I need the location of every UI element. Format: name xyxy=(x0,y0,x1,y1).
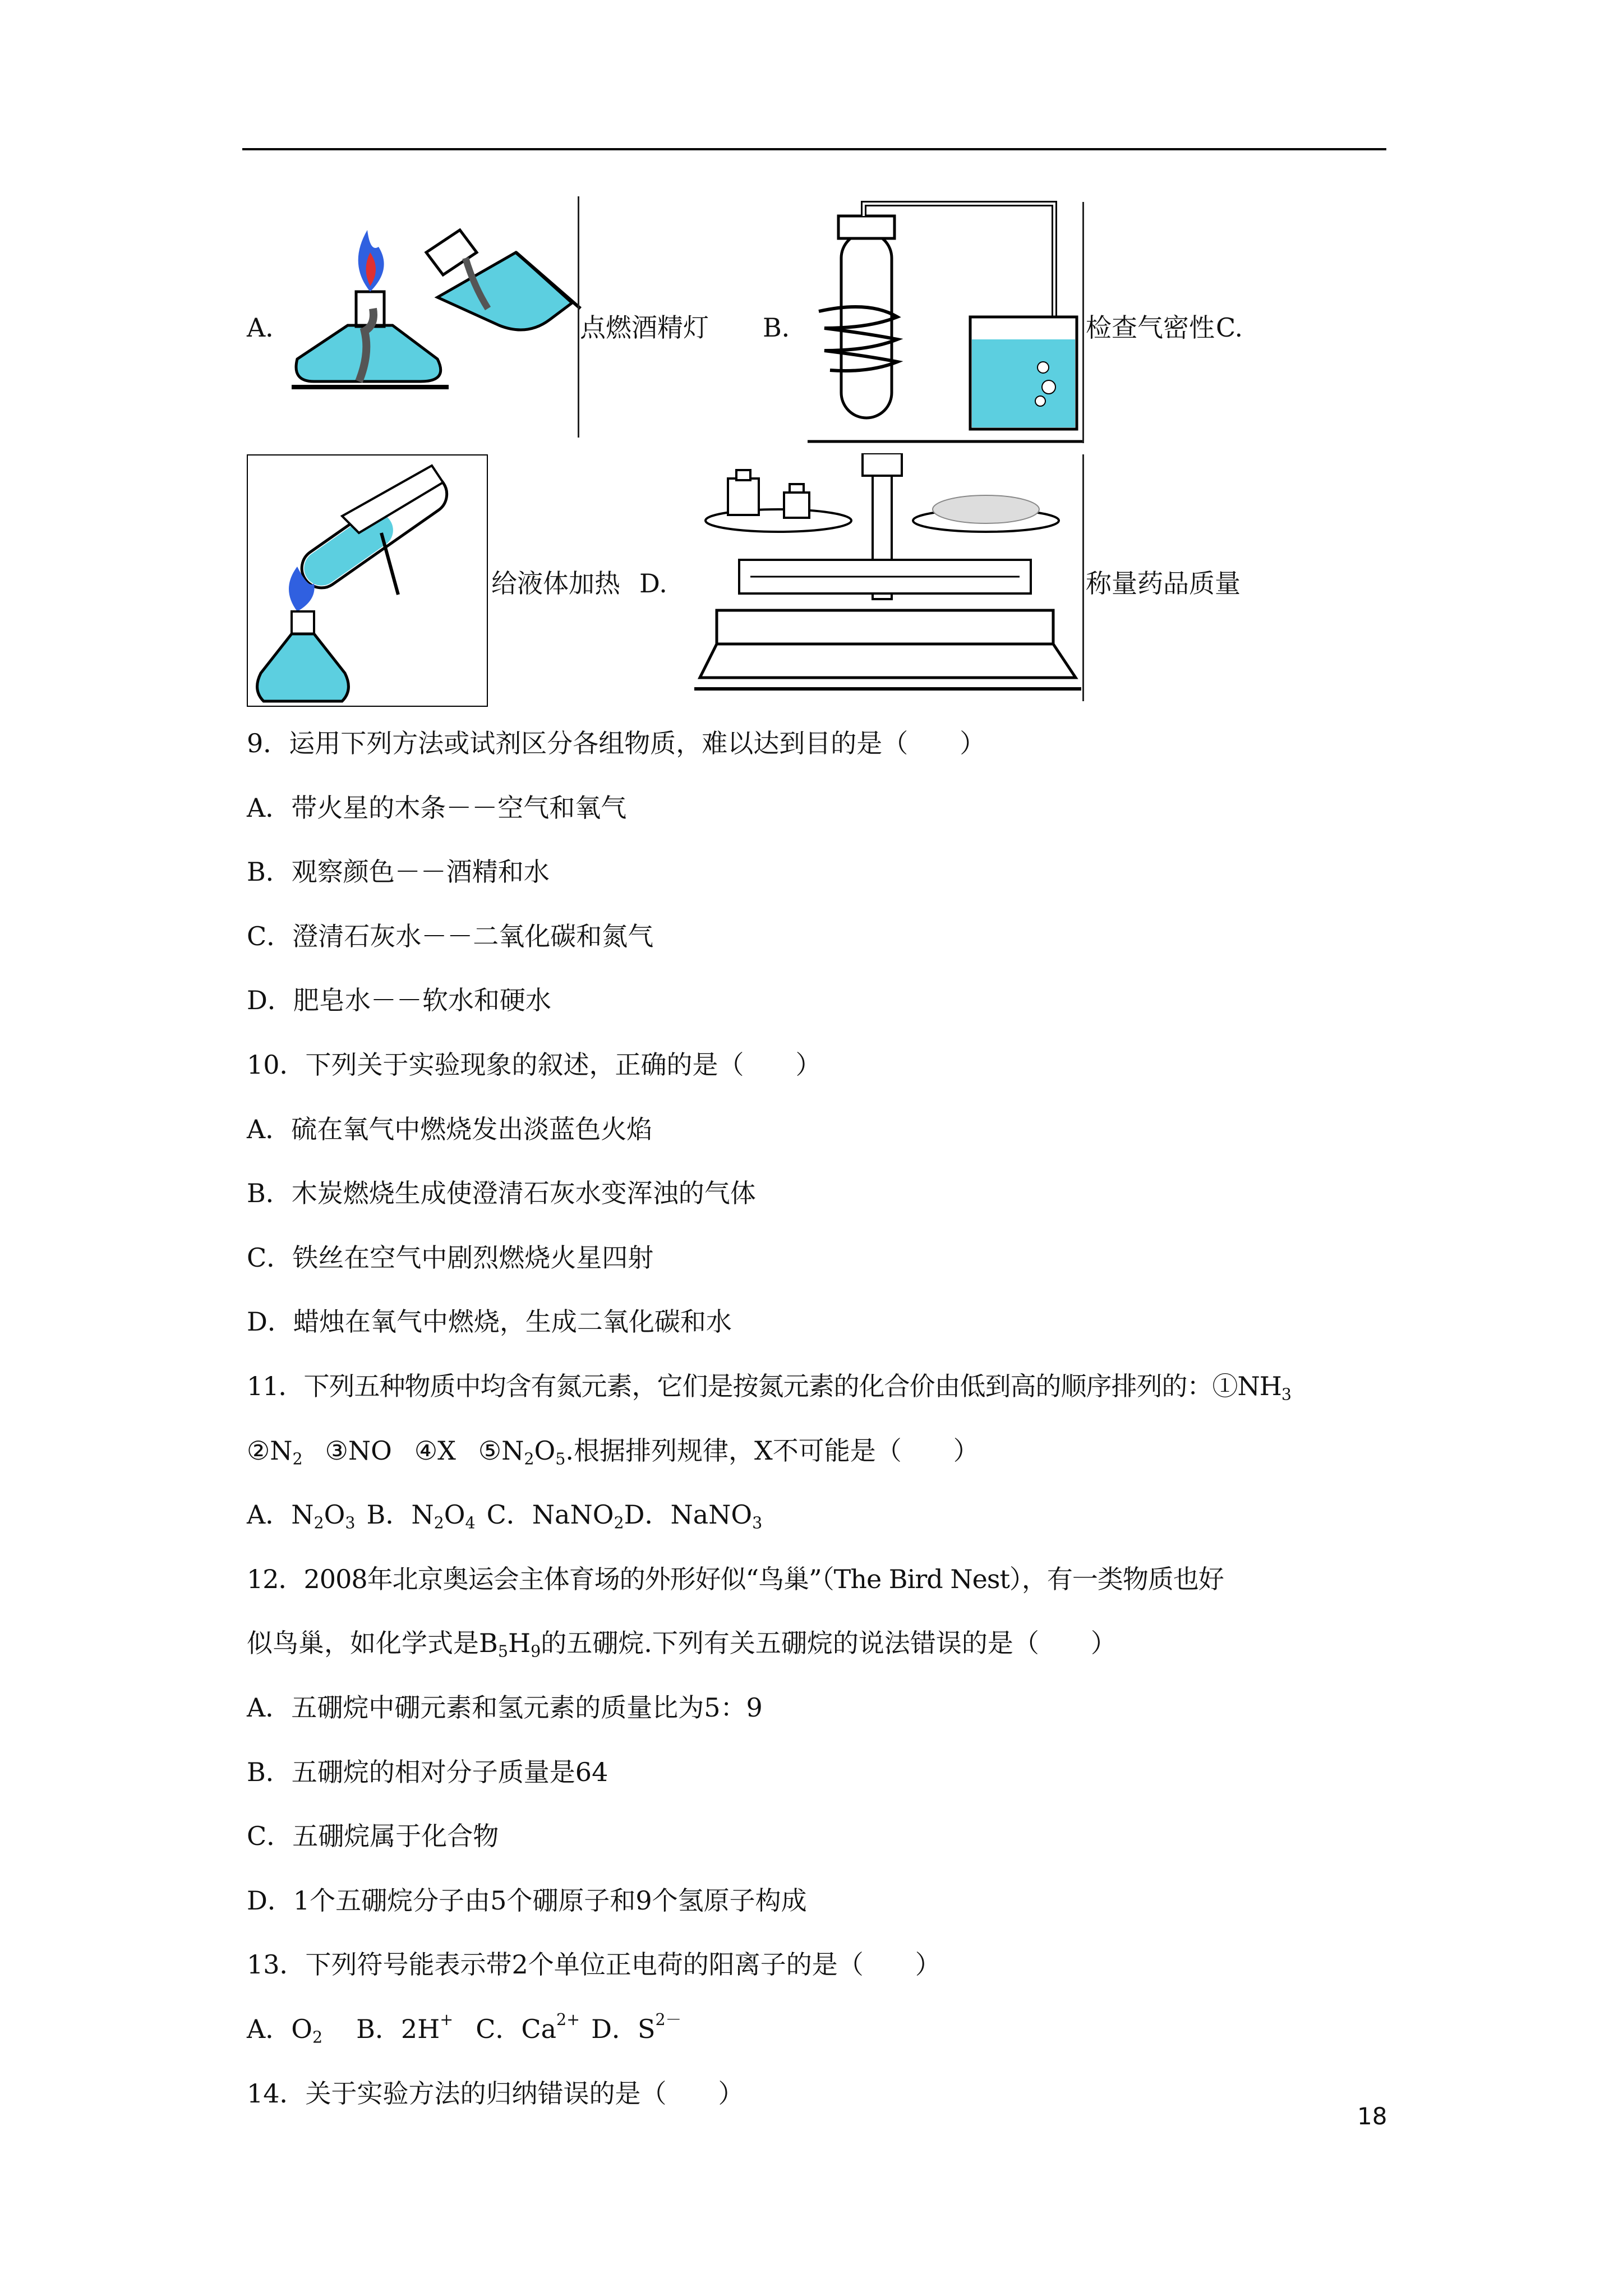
lighting-alcohol-lamp-figure xyxy=(280,196,583,438)
option-d-letter: D. xyxy=(639,568,667,599)
q9-option-a: A．带火星的木条－－空气和氧气 xyxy=(247,793,627,823)
figure-divider xyxy=(1082,454,1084,701)
q9-option-d: D．肥皂水－－软水和硬水 xyxy=(247,985,551,1015)
heating-liquid-figure xyxy=(247,454,488,707)
q11-stem-line1: 11．下列五种物质中均含有氮元素，它们是按氮元素的化合价由低到高的顺序排列的：$①NH_3$ xyxy=(247,1371,1292,1404)
q10-option-c: C．铁丝在空气中剧烈燃烧火星四射 xyxy=(247,1243,654,1273)
q9-option-c: C．澄清石灰水－－二氧化碳和氮气 xyxy=(247,921,654,951)
q12-option-a: A．五硼烷中硼元素和氢元素的质量比为5：9 xyxy=(247,1692,763,1723)
q13-stem: 13．下列符号能表示带2个单位正电荷的阳离子的是（ ） xyxy=(247,1949,941,1980)
q10-option-a: A．硫在氧气中燃烧发出淡蓝色火焰 xyxy=(247,1114,653,1144)
q12-stem-line2: 似鸟巢，如化学式是$B_5H_9$的五硼烷.下列有关五硼烷的说法错误的是（ ） xyxy=(247,1628,1117,1661)
option-b-caption: 检查气密性 xyxy=(1086,312,1215,343)
q12-option-b: B．五硼烷的相对分子质量是64 xyxy=(247,1757,608,1787)
option-b-letter: B． xyxy=(763,312,808,343)
q12-option-c: C．五硼烷属于化合物 xyxy=(247,1821,499,1851)
option-c-caption: 给液体加热 xyxy=(491,568,620,599)
q10-option-d: D．蜡烛在氧气中燃烧，生成二氧化碳和水 xyxy=(247,1306,732,1337)
figure-divider xyxy=(1082,202,1084,443)
q10-stem: 10．下列关于实验现象的叙述，正确的是（ ） xyxy=(247,1050,822,1080)
q9-option-b: B．观察颜色－－酒精和水 xyxy=(247,857,550,887)
header-rule xyxy=(242,148,1386,150)
q9-stem: 9．运用下列方法或试剂区分各组物质，难以达到目的是（ ） xyxy=(247,728,986,758)
q10-option-b: B．木炭燃烧生成使澄清石灰水变浑浊的气体 xyxy=(247,1178,756,1208)
airtightness-check-figure xyxy=(808,199,1082,446)
figure-divider xyxy=(578,196,579,438)
option-c-letter: C. xyxy=(1216,312,1243,343)
q11-options: A．$N_2O_3$ B．$N_2O_4$ C．NaNO$_2$D．NaNO$_3$ xyxy=(247,1499,763,1533)
balance-weighing-figure xyxy=(694,453,1087,700)
option-a-letter: A． xyxy=(247,312,292,343)
q12-stem-line1: 12．2008年北京奥运会主体育场的外形好似“鸟巢”（The Bird Nest），有一类物质也好 xyxy=(247,1564,1224,1594)
option-a-caption: 点燃酒精灯 xyxy=(580,312,709,343)
q14-stem: 14．关于实验方法的归纳错误的是（ ） xyxy=(247,2078,744,2109)
option-d-caption: 称量药品质量 xyxy=(1086,568,1241,599)
page-number: 18 xyxy=(1357,2102,1387,2130)
q12-option-d: D．1个五硼烷分子由5个硼原子和9个氢原子构成 xyxy=(247,1885,807,1916)
q13-options: A．$O_2$ B．2H+ C．$Ca^{2+}$ D．$S^{2-}$ xyxy=(247,2010,682,2047)
q11-stem-line2: $②N_2$ ③NO ④X $⑤N_2O_5$.根据排列规律，X不可能是（ ） xyxy=(247,1435,979,1469)
